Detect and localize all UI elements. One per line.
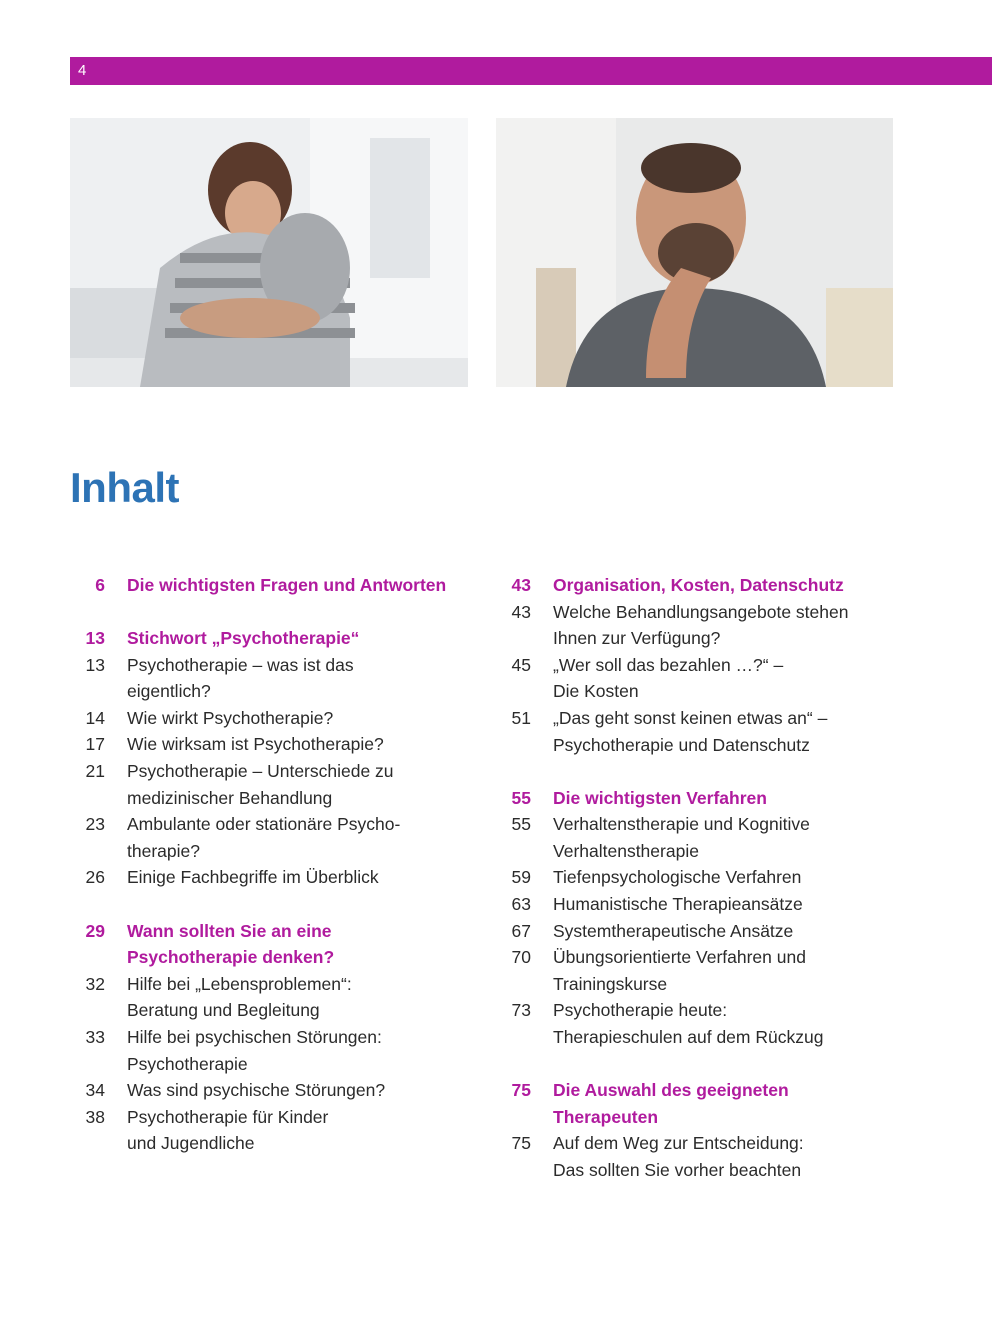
toc-page-number: 26 bbox=[85, 867, 105, 888]
toc-entry[interactable] bbox=[70, 811, 490, 864]
toc-entry[interactable] bbox=[70, 1024, 490, 1077]
toc-section bbox=[496, 572, 926, 758]
toc-page-number: 51 bbox=[511, 707, 531, 728]
toc-entry-title: Hilfe bei „Lebensproblemen“: Beratung und Begleitung bbox=[127, 973, 352, 1021]
toc-section bbox=[496, 1077, 926, 1183]
toc-entry[interactable] bbox=[496, 811, 926, 864]
toc-page-number: 34 bbox=[85, 1080, 105, 1101]
photo-man bbox=[496, 118, 893, 387]
header-bar bbox=[70, 57, 992, 85]
toc-entry[interactable] bbox=[496, 997, 926, 1050]
toc-page-number: 55 bbox=[511, 814, 531, 835]
toc-section bbox=[496, 785, 926, 1051]
toc-entry[interactable] bbox=[70, 1077, 490, 1104]
toc-section-title: Stichwort „Psychotherapie“ bbox=[127, 628, 360, 649]
toc-entry[interactable] bbox=[70, 864, 490, 891]
toc-page-number: 45 bbox=[511, 654, 531, 675]
toc-entry-title: Psychotherapie heute: Therapieschulen auf dem Rückzug bbox=[553, 1000, 824, 1047]
toc-page-number: 75 bbox=[511, 1080, 531, 1101]
toc-section-heading[interactable] bbox=[70, 918, 490, 971]
toc-page-number: 14 bbox=[85, 707, 105, 728]
toc-page-number: 13 bbox=[85, 654, 105, 675]
toc-page-number: 13 bbox=[85, 628, 105, 649]
page-title: Inhalt bbox=[70, 464, 179, 511]
toc-page-number: 43 bbox=[511, 601, 531, 622]
toc-entry-title: Hilfe bei psychischen Störungen: Psychotherapie bbox=[127, 1026, 382, 1074]
toc-section bbox=[70, 625, 490, 891]
toc-page-number: 67 bbox=[511, 920, 531, 941]
toc-section-heading[interactable] bbox=[70, 572, 490, 599]
toc-entry[interactable] bbox=[496, 705, 926, 758]
toc-entry-title: Auf dem Weg zur Entscheidung: Das sollten Sie vorher beachten bbox=[553, 1133, 804, 1180]
toc-section bbox=[70, 918, 490, 1157]
toc-page-number: 6 bbox=[95, 575, 105, 595]
toc-right-column bbox=[496, 572, 926, 1210]
toc-entry[interactable] bbox=[496, 599, 926, 652]
toc-page-number: 33 bbox=[85, 1026, 105, 1047]
toc-section-title: Die Auswahl des geeigneten Therapeuten bbox=[553, 1080, 789, 1127]
toc-page-number: 43 bbox=[511, 575, 531, 595]
toc-entry-title: „Das geht sonst keinen etwas an“ – Psychotherapie und Datenschutz bbox=[553, 707, 828, 755]
toc-section-heading[interactable] bbox=[496, 1077, 926, 1130]
toc-page-number: 75 bbox=[511, 1133, 531, 1154]
toc-entry[interactable] bbox=[70, 971, 490, 1024]
photo-woman bbox=[70, 118, 468, 387]
toc-entry-title: Welche Behandlungsangebote stehen Ihnen zur Verfügung? bbox=[553, 601, 849, 649]
toc-entry[interactable] bbox=[496, 864, 926, 891]
toc-page-number: 17 bbox=[85, 734, 105, 755]
toc-entry-title: „Wer soll das bezahlen …?“ – Die Kosten bbox=[553, 654, 784, 702]
toc-entry-title: Wie wirkt Psychotherapie? bbox=[127, 707, 334, 728]
page-number: 4 bbox=[78, 62, 87, 79]
toc-entry[interactable] bbox=[70, 731, 490, 758]
toc-page-number: 21 bbox=[85, 761, 105, 782]
toc-section-title: Die wichtigsten Verfahren bbox=[553, 787, 767, 808]
toc-section-title: Die wichtigsten Fragen und Antworten bbox=[127, 575, 447, 595]
toc-section bbox=[70, 572, 490, 599]
toc-entry[interactable] bbox=[70, 705, 490, 732]
toc-entry-title: Ambulante oder stationäre Psycho- therapie? bbox=[127, 814, 401, 861]
toc-section-heading[interactable] bbox=[496, 785, 926, 812]
toc-section-title: Wann sollten Sie an eine Psychotherapie denken? bbox=[127, 920, 335, 968]
toc-page-number: 29 bbox=[85, 920, 105, 941]
toc-entry-title: Psychotherapie für Kinder und Jugendliche bbox=[127, 1106, 329, 1154]
toc-page-number: 38 bbox=[85, 1106, 105, 1127]
toc-entry[interactable] bbox=[496, 944, 926, 997]
toc-entry[interactable] bbox=[496, 891, 926, 918]
toc-entry-title: Wie wirksam ist Psychotherapie? bbox=[127, 734, 384, 755]
toc-page-number: 70 bbox=[511, 947, 531, 968]
toc-entry[interactable] bbox=[496, 1130, 926, 1183]
toc-page-number: 23 bbox=[85, 814, 105, 835]
toc-entry[interactable] bbox=[496, 918, 926, 945]
toc-section-title: Organisation, Kosten, Datenschutz bbox=[553, 575, 844, 595]
toc-left-column bbox=[70, 572, 490, 1183]
toc-section-heading[interactable] bbox=[70, 625, 490, 652]
toc-section-heading[interactable] bbox=[496, 572, 926, 599]
toc-page-number: 63 bbox=[511, 894, 531, 915]
toc-entry-title: Was sind psychische Störungen? bbox=[127, 1080, 386, 1101]
toc-entry[interactable] bbox=[70, 758, 490, 811]
toc-entry-title: Psychotherapie – was ist das eigentlich? bbox=[127, 654, 354, 702]
toc-page-number: 59 bbox=[511, 867, 531, 888]
toc-entry-title: Verhaltenstherapie und Kognitive Verhaltenstherapie bbox=[553, 814, 810, 861]
toc-entry-title: Übungsorientierte Verfahren und Trainingskurse bbox=[553, 947, 806, 994]
toc-page-number: 32 bbox=[85, 973, 105, 994]
toc-entry[interactable] bbox=[70, 1104, 490, 1157]
toc-page-number: 55 bbox=[511, 787, 531, 808]
toc-entry-title: Systemtherapeutische Ansätze bbox=[553, 920, 794, 941]
toc-entry[interactable] bbox=[496, 652, 926, 705]
toc-entry-title: Humanistische Therapieansätze bbox=[553, 894, 803, 915]
toc-entry-title: Tiefenpsychologische Verfahren bbox=[553, 867, 802, 888]
toc-entry[interactable] bbox=[70, 652, 490, 705]
toc-page-number: 73 bbox=[511, 1000, 531, 1021]
toc-entry-title: Psychotherapie – Unterschiede zu medizinischer Behandlung bbox=[127, 761, 394, 808]
toc-entry-title: Einige Fachbegriffe im Überblick bbox=[127, 867, 379, 888]
